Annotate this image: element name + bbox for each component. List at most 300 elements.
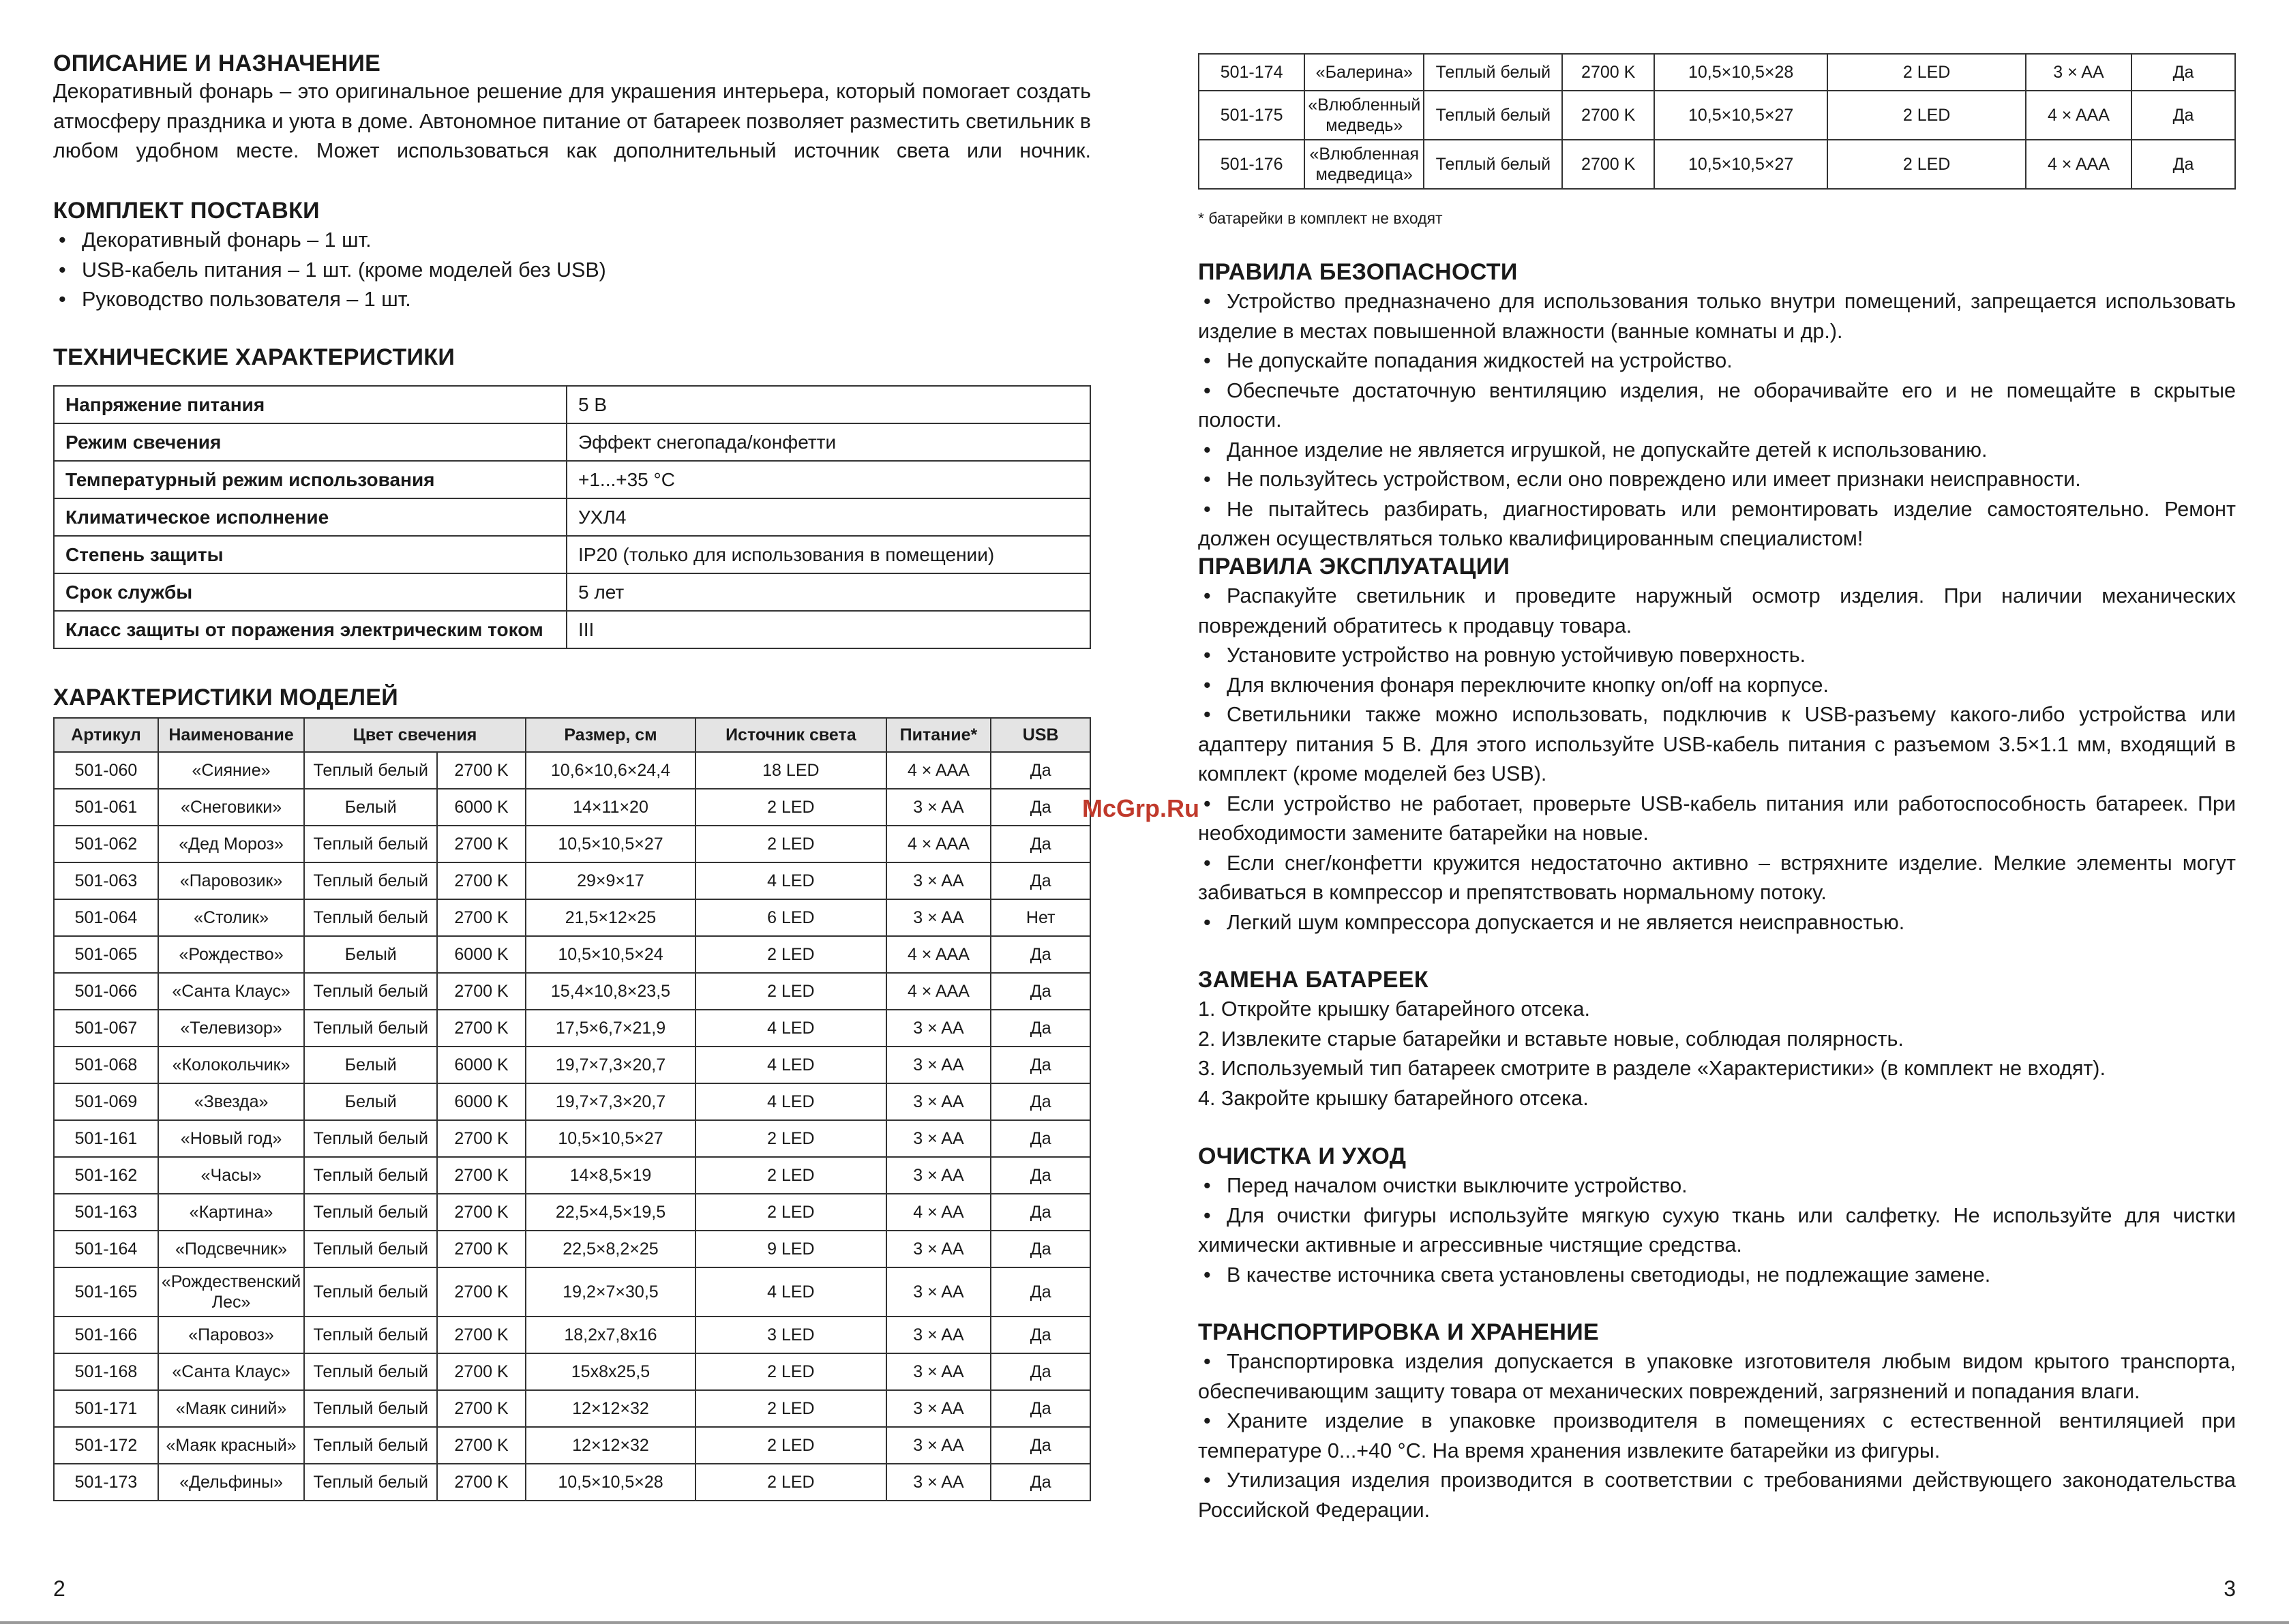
list-item: • Для включения фонаря переключите кнопку on/off на корпусе.: [1198, 671, 2236, 701]
bottom-rule: [0, 1621, 2289, 1624]
cell-usb: Да: [991, 1464, 1090, 1501]
bullet-icon: •: [1203, 644, 1211, 667]
watermark: McGrp.Ru: [1082, 794, 1200, 822]
spec-value: 5 лет: [567, 573, 1090, 611]
cell-power: 3 × AA: [886, 1317, 991, 1353]
cell-article: 501-176: [1199, 140, 1304, 189]
list-item: • Перед началом очистки выключите устройство.: [1198, 1171, 2236, 1201]
operation-list: [1198, 582, 2236, 937]
cell-source: 2 LED: [695, 826, 886, 862]
cell-name: «Подсвечник»: [158, 1231, 304, 1267]
kit-list: [53, 226, 1091, 315]
list-item: • Обеспечьте достаточную вентиляцию изделия, не оборачивайте его и не помещайте в скрытые полости.: [1198, 376, 2236, 436]
bullet-icon: •: [1203, 1203, 1211, 1227]
cell-article: 501-163: [54, 1194, 158, 1231]
table-row: [54, 1231, 1090, 1267]
cell-power: 3 × AA: [886, 1267, 991, 1317]
table-row: [54, 1267, 1090, 1317]
cell-temperature: 6000 K: [437, 1047, 525, 1083]
cell-usb: Да: [2131, 91, 2235, 140]
cell-name: «Паровоз»: [158, 1317, 304, 1353]
table-row: [54, 1464, 1090, 1501]
specs-row: [54, 386, 1090, 423]
cell-color: Теплый белый: [304, 1317, 437, 1353]
cell-usb: Да: [991, 1083, 1090, 1120]
cell-article: 501-066: [54, 973, 158, 1010]
cell-name: «Санта Клаус»: [158, 973, 304, 1010]
battery-footnote: * батарейки в комплект не входят: [1198, 209, 1443, 227]
transport-list: [1198, 1347, 2236, 1525]
table-row: [54, 826, 1090, 862]
cell-usb: Нет: [991, 899, 1090, 936]
cell-article: 501-064: [54, 899, 158, 936]
table-row: [54, 1010, 1090, 1047]
battery-title: ЗАМЕНА БАТАРЕЕК: [1198, 967, 1428, 993]
kit-item: • Декоративный фонарь – 1 шт.: [59, 228, 372, 252]
cell-power: 4 × AAA: [886, 752, 991, 789]
cell-usb: Да: [991, 936, 1090, 973]
cell-size: 19,7×7,3×20,7: [526, 1083, 695, 1120]
bullet-icon: •: [1203, 584, 1211, 607]
cell-power: 4 × AAA: [886, 973, 991, 1010]
cell-temperature: 2700 K: [437, 1427, 525, 1464]
cell-temperature: 6000 K: [437, 936, 525, 973]
kit-item: • Руководство пользователя – 1 шт.: [59, 288, 411, 311]
cell-size: 12×12×32: [526, 1390, 695, 1427]
specs-row: [54, 461, 1090, 498]
spec-key: Температурный режим использования: [54, 461, 567, 498]
spec-value: Эффект снегопада/конфетти: [567, 423, 1090, 461]
cell-temperature: 2700 K: [437, 1194, 525, 1231]
cell-size: 14×8,5×19: [526, 1157, 695, 1194]
cell-temperature: 2700 K: [437, 1353, 525, 1390]
spec-value: 5 В: [567, 386, 1090, 423]
table-row: [54, 936, 1090, 973]
cell-article: 501-062: [54, 826, 158, 862]
cell-power: 3 × AA: [886, 1427, 991, 1464]
cell-size: 15,4×10,8×23,5: [526, 973, 695, 1010]
cell-power: 3 × AA: [886, 1464, 991, 1501]
cell-power: 4 × AAA: [2026, 140, 2131, 189]
list-item: • Не пользуйтесь устройством, если оно повреждено или имеет признаки неисправности.: [1198, 465, 2236, 495]
cell-power: 3 × AA: [2026, 54, 2131, 91]
list-item: • Для очистки фигуры используйте мягкую сухую ткань или салфетку. Не используйте для чистки химически активные и агрессивные чистящие средства.: [1198, 1201, 2236, 1261]
cell-temperature: 2700 K: [437, 973, 525, 1010]
cell-color: Белый: [304, 1083, 437, 1120]
cell-size: 10,5×10,5×28: [1654, 54, 1827, 91]
spec-key: Режим свечения: [54, 423, 567, 461]
cell-name: «Новый год»: [158, 1120, 304, 1157]
cell-temperature: 2700 K: [1562, 140, 1654, 189]
table-row: [54, 973, 1090, 1010]
table-row: [54, 1083, 1090, 1120]
cell-size: 10,5×10,5×27: [1654, 91, 1827, 140]
cell-size: 21,5×12×25: [526, 899, 695, 936]
list-item: • Устройство предназначено для использования только внутри помещений, запрещается использовать изделие в местах повышенной влажности (ванные комнаты и др.).: [1198, 287, 2236, 346]
cell-size: 12×12×32: [526, 1427, 695, 1464]
bullet-icon: •: [1203, 673, 1211, 697]
bullet-icon: •: [1203, 1469, 1211, 1492]
cell-source: 6 LED: [695, 899, 886, 936]
cell-power: 3 × AA: [886, 1157, 991, 1194]
cell-temperature: 2700 K: [437, 1231, 525, 1267]
kit-title: КОМПЛЕКТ ПОСТАВКИ: [53, 198, 320, 224]
cell-size: 19,7×7,3×20,7: [526, 1047, 695, 1083]
cell-source: 2 LED: [695, 1464, 886, 1501]
cell-source: 2 LED: [695, 1390, 886, 1427]
header-power: Питание*: [886, 718, 991, 752]
table-row: [54, 1157, 1090, 1194]
cell-color: Теплый белый: [304, 1010, 437, 1047]
cell-article: 501-161: [54, 1120, 158, 1157]
list-item: • В качестве источника света установлены светодиоды, не подлежащие замене.: [1198, 1261, 2236, 1291]
list-item: • Распакуйте светильник и проведите наружный осмотр изделия. При наличии механических повреждений обратитесь к продавцу товара.: [1198, 582, 2236, 641]
cell-usb: Да: [991, 973, 1090, 1010]
bullet-icon: •: [1203, 1174, 1211, 1197]
cell-source: 9 LED: [695, 1231, 886, 1267]
cell-article: 501-172: [54, 1427, 158, 1464]
cell-temperature: 2700 K: [437, 862, 525, 899]
cell-temperature: 2700 K: [437, 1157, 525, 1194]
cell-power: 3 × AA: [886, 1010, 991, 1047]
cell-usb: Да: [991, 789, 1090, 826]
cell-color: Теплый белый: [304, 1390, 437, 1427]
cell-power: 4 × AAA: [886, 936, 991, 973]
bullet-icon: •: [1203, 349, 1211, 372]
safety-title: ПРАВИЛА БЕЗОПАСНОСТИ: [1198, 259, 1518, 285]
models-header-row: [54, 718, 1090, 752]
cell-name: «Снеговики»: [158, 789, 304, 826]
header-article: Артикул: [54, 718, 158, 752]
cell-article: 501-067: [54, 1010, 158, 1047]
bullet-icon: •: [1203, 290, 1211, 313]
cell-color: Теплый белый: [304, 1231, 437, 1267]
header-color: Цвет свечения: [304, 718, 526, 752]
cell-color: Теплый белый: [304, 1427, 437, 1464]
cell-power: 3 × AA: [886, 1120, 991, 1157]
cell-name: «Картина»: [158, 1194, 304, 1231]
cell-color: Теплый белый: [304, 1194, 437, 1231]
cell-name: «Маяк синий»: [158, 1390, 304, 1427]
cell-name: «Маяк красный»: [158, 1427, 304, 1464]
list-item: 3. Используемый тип батареек смотрите в разделе «Характеристики» (в комплект не входят).: [1198, 1057, 2106, 1080]
cell-size: 10,5×10,5×28: [526, 1464, 695, 1501]
bullet-icon: •: [1203, 792, 1211, 815]
bullet-icon: •: [1203, 1409, 1211, 1432]
spec-key: Степень защиты: [54, 536, 567, 573]
cell-usb: Да: [2131, 54, 2235, 91]
cell-usb: Да: [991, 1427, 1090, 1464]
cell-name: «Телевизор»: [158, 1010, 304, 1047]
header-name: Наименование: [158, 718, 304, 752]
table-row: [54, 1120, 1090, 1157]
table-row: [54, 1353, 1090, 1390]
models-title: ХАРАКТЕРИСТИКИ МОДЕЛЕЙ: [53, 685, 398, 710]
list-item: 4. Закройте крышку батарейного отсека.: [1198, 1086, 1589, 1110]
bullet-icon: •: [1203, 438, 1211, 462]
cell-source: 2 LED: [695, 1157, 886, 1194]
cell-usb: Да: [991, 826, 1090, 862]
cell-name: «Столик»: [158, 899, 304, 936]
table-row: [54, 1427, 1090, 1464]
cell-color: Теплый белый: [304, 752, 437, 789]
cell-name: «Влюбленная медведица»: [1304, 140, 1424, 189]
bullet-icon: •: [1203, 497, 1211, 521]
spec-key: Климатическое исполнение: [54, 498, 567, 536]
cell-power: 3 × AA: [886, 1047, 991, 1083]
cell-size: 22,5×4,5×19,5: [526, 1194, 695, 1231]
list-item: 2. Извлеките старые батарейки и вставьте новые, соблюдая полярность.: [1198, 1027, 1904, 1051]
cell-source: 4 LED: [695, 862, 886, 899]
table-row: [1199, 54, 2235, 91]
cell-color: Теплый белый: [304, 899, 437, 936]
cell-temperature: 6000 K: [437, 1083, 525, 1120]
cell-power: 3 × AA: [886, 899, 991, 936]
table-row: [54, 862, 1090, 899]
cell-color: Теплый белый: [304, 1353, 437, 1390]
bullet-icon: •: [1203, 468, 1211, 491]
cell-color: Теплый белый: [304, 1464, 437, 1501]
table-row: [1199, 140, 2235, 189]
cell-source: 2 LED: [695, 1120, 886, 1157]
page-number: 3: [2224, 1576, 2236, 1601]
cell-temperature: 2700 K: [437, 1267, 525, 1317]
cell-color: Теплый белый: [304, 826, 437, 862]
cell-power: 3 × AA: [886, 1231, 991, 1267]
specs-row: [54, 423, 1090, 461]
cell-size: 17,5×6,7×21,9: [526, 1010, 695, 1047]
cell-temperature: 2700 K: [437, 1317, 525, 1353]
cell-article: 501-060: [54, 752, 158, 789]
cell-size: 10,5×10,5×27: [526, 826, 695, 862]
list-item: • Утилизация изделия производится в соответствии с требованиями действующего законодательства Российской Федерации.: [1198, 1466, 2236, 1525]
header-size: Размер, см: [526, 718, 695, 752]
cell-name: «Звезда»: [158, 1083, 304, 1120]
specs-row: [54, 611, 1090, 648]
list-item: • Легкий шум компрессора допускается и не является неисправностью.: [1198, 908, 2236, 938]
cell-power: 3 × AA: [886, 862, 991, 899]
cell-usb: Да: [991, 1047, 1090, 1083]
cell-usb: Да: [991, 1194, 1090, 1231]
list-item: • Транспортировка изделия допускается в упаковке изготовителя любым видом крытого транспорта, обеспечивающим защиту товара от механических повреждений, загрязнений и попадания влаги.: [1198, 1347, 2236, 1407]
cell-usb: Да: [991, 1157, 1090, 1194]
bullet-icon: •: [1203, 1350, 1211, 1373]
cell-color: Теплый белый: [304, 1267, 437, 1317]
cell-article: 501-165: [54, 1267, 158, 1317]
cell-temperature: 2700 K: [1562, 54, 1654, 91]
list-item: • Установите устройство на ровную устойчивую поверхность.: [1198, 641, 2236, 671]
bullet-icon: •: [1203, 851, 1211, 875]
cell-name: «Сияние»: [158, 752, 304, 789]
specs-row: [54, 573, 1090, 611]
cell-name: «Балерина»: [1304, 54, 1424, 91]
cell-source: 2 LED: [695, 1194, 886, 1231]
list-item: • Не пытайтесь разбирать, диагностировать или ремонтировать изделие самостоятельно. Ремонт должен осуществляться только квалифицированным специалистом!: [1198, 495, 2236, 554]
cell-temperature: 2700 K: [437, 826, 525, 862]
table-row: [54, 1390, 1090, 1427]
cell-article: 501-061: [54, 789, 158, 826]
cell-power: 3 × AA: [886, 1353, 991, 1390]
list-item: • Если снег/конфетти кружится недостаточно активно – встряхните изделие. Мелкие элементы могут забиваться в компрессор и препятствовать нормальному потоку.: [1198, 849, 2236, 908]
specs-row: [54, 498, 1090, 536]
cell-source: 2 LED: [695, 1353, 886, 1390]
cell-power: 4 × AAA: [886, 826, 991, 862]
cell-usb: Да: [991, 752, 1090, 789]
cell-article: 501-168: [54, 1353, 158, 1390]
cell-name: «Рождество»: [158, 936, 304, 973]
cell-source: 2 LED: [695, 936, 886, 973]
table-row: [54, 789, 1090, 826]
cell-source: 2 LED: [695, 1427, 886, 1464]
cell-usb: Да: [991, 862, 1090, 899]
cell-article: 501-065: [54, 936, 158, 973]
cell-name: «Дед Мороз»: [158, 826, 304, 862]
header-source: Источник света: [695, 718, 886, 752]
spec-value: УХЛ4: [567, 498, 1090, 536]
cell-color: Теплый белый: [304, 1157, 437, 1194]
cell-temperature: 6000 K: [437, 789, 525, 826]
cell-source: 2 LED: [695, 973, 886, 1010]
cell-size: 10,5×10,5×24: [526, 936, 695, 973]
list-item: • Храните изделие в упаковке производителя в помещениях с естественной вентиляцией при температуре 0...+40 °С. На время хранения извлеките батарейки из фигуры.: [1198, 1407, 2236, 1466]
cell-article: 501-068: [54, 1047, 158, 1083]
cell-usb: Да: [991, 1390, 1090, 1427]
cell-source: 4 LED: [695, 1010, 886, 1047]
cell-temperature: 2700 K: [437, 752, 525, 789]
cell-article: 501-164: [54, 1231, 158, 1267]
spec-value: +1...+35 °С: [567, 461, 1090, 498]
cell-power: 3 × AA: [886, 789, 991, 826]
operation-title: ПРАВИЛА ЭКСПЛУАТАЦИИ: [1198, 554, 1510, 580]
cell-color: Теплый белый: [1424, 140, 1562, 189]
cell-power: 4 × AAA: [2026, 91, 2131, 140]
spec-key: Напряжение питания: [54, 386, 567, 423]
cell-size: 19,2×7×30,5: [526, 1267, 695, 1317]
cell-usb: Да: [991, 1120, 1090, 1157]
cell-color: Белый: [304, 936, 437, 973]
bullet-icon: •: [1203, 378, 1211, 402]
spec-value: IP20 (только для использования в помещении): [567, 536, 1090, 573]
page-number: 2: [53, 1576, 65, 1601]
cell-size: 10,5×10,5×27: [1654, 140, 1827, 189]
bullet-icon: •: [1203, 703, 1211, 726]
cell-color: Теплый белый: [304, 1120, 437, 1157]
description-title: ОПИСАНИЕ И НАЗНАЧЕНИЕ: [53, 50, 381, 76]
battery-list: [1198, 995, 2236, 1113]
specs-table: [53, 385, 1091, 649]
cell-color: Белый: [304, 789, 437, 826]
spec-value: III: [567, 611, 1090, 648]
cell-power: 3 × AA: [886, 1390, 991, 1427]
header-usb: USB: [991, 718, 1090, 752]
cell-source: 18 LED: [695, 752, 886, 789]
cell-name: «Часы»: [158, 1157, 304, 1194]
cell-source: 3 LED: [695, 1317, 886, 1353]
cell-name: «Дельфины»: [158, 1464, 304, 1501]
cell-article: 501-175: [1199, 91, 1304, 140]
cell-size: 15х8х25,5: [526, 1353, 695, 1390]
specs-title: ТЕХНИЧЕСКИЕ ХАРАКТЕРИСТИКИ: [53, 344, 455, 370]
cell-temperature: 2700 K: [1562, 91, 1654, 140]
cell-usb: Да: [991, 1317, 1090, 1353]
cell-usb: Да: [991, 1353, 1090, 1390]
cell-temperature: 2700 K: [437, 1390, 525, 1427]
models-table: [53, 717, 1091, 1501]
list-item: • Данное изделие не является игрушкой, не допускайте детей к использованию.: [1198, 436, 2236, 466]
specs-row: [54, 536, 1090, 573]
cell-power: 4 × AA: [886, 1194, 991, 1231]
cell-size: 10,5×10,5×27: [526, 1120, 695, 1157]
cell-color: Теплый белый: [304, 862, 437, 899]
cell-source: 2 LED: [1827, 91, 2026, 140]
cell-article: 501-069: [54, 1083, 158, 1120]
table-row: [54, 1194, 1090, 1231]
cell-name: «Паровозик»: [158, 862, 304, 899]
cell-article: 501-171: [54, 1390, 158, 1427]
cell-usb: Да: [991, 1010, 1090, 1047]
models-table-continued: [1198, 53, 2236, 190]
cell-article: 501-063: [54, 862, 158, 899]
cell-article: 501-162: [54, 1157, 158, 1194]
table-row: [54, 1047, 1090, 1083]
description-text: Декоративный фонарь – это оригинальное решение для украшения интерьера, который помогает создать атмосферу праздника и уюта в доме. Автономное питание от батареек позволяет разместить светильник в любом удобном месте. Может использоваться как дополнительный источник света или ночник.: [53, 80, 1091, 162]
cell-size: 22,5×8,2×25: [526, 1231, 695, 1267]
cleaning-title: ОЧИСТКА И УХОД: [1198, 1143, 1407, 1169]
bullet-icon: •: [1203, 1263, 1211, 1287]
spec-key: Класс защиты от поражения электрическим током: [54, 611, 567, 648]
cell-article: 501-166: [54, 1317, 158, 1353]
table-row: [54, 1317, 1090, 1353]
transport-title: ТРАНСПОРТИРОВКА И ХРАНЕНИЕ: [1198, 1319, 1599, 1345]
cell-size: 29×9×17: [526, 862, 695, 899]
cell-temperature: 2700 K: [437, 1464, 525, 1501]
cell-color: Теплый белый: [1424, 54, 1562, 91]
cell-source: 4 LED: [695, 1267, 886, 1317]
cell-article: 501-173: [54, 1464, 158, 1501]
kit-item: • USB-кабель питания – 1 шт. (кроме моделей без USB): [59, 258, 606, 282]
cell-name: «Влюбленный медведь»: [1304, 91, 1424, 140]
safety-list: [1198, 287, 2236, 554]
list-item: • Не допускайте попадания жидкостей на устройство.: [1198, 346, 2236, 376]
list-item: 1. Откройте крышку батарейного отсека.: [1198, 997, 1590, 1021]
cell-temperature: 2700 K: [437, 899, 525, 936]
cell-name: «Колокольчик»: [158, 1047, 304, 1083]
cell-source: 4 LED: [695, 1083, 886, 1120]
cell-color: Теплый белый: [304, 973, 437, 1010]
cell-temperature: 2700 K: [437, 1120, 525, 1157]
bullet-icon: •: [1203, 910, 1211, 934]
cell-color: Белый: [304, 1047, 437, 1083]
cell-name: «Санта Клаус»: [158, 1353, 304, 1390]
cell-article: 501-174: [1199, 54, 1304, 91]
cell-size: 10,6×10,6×24,4: [526, 752, 695, 789]
list-item: • Светильники также можно использовать, подключив к USB-разъему какого-либо устройства или адаптеру питания 5 В. Для этого используйте USB-кабель питания с разъемом 3.5×1.1 мм, входящий в комплект (кроме моделей без USB).: [1198, 700, 2236, 790]
table-row: [1199, 91, 2235, 140]
cell-size: 18,2х7,8х16: [526, 1317, 695, 1353]
list-item: • Если устройство не работает, проверьте USB-кабель питания или работоспособность батареек. При необходимости замените батарейки на новые.: [1198, 790, 2236, 849]
cell-power: 3 × AA: [886, 1083, 991, 1120]
table-row: [54, 899, 1090, 936]
cell-source: 2 LED: [695, 789, 886, 826]
spec-key: Срок службы: [54, 573, 567, 611]
table-row: [54, 752, 1090, 789]
cell-name: «Рождественский Лес»: [158, 1267, 304, 1317]
cleaning-list: [1198, 1171, 2236, 1290]
cell-color: Теплый белый: [1424, 91, 1562, 140]
cell-temperature: 2700 K: [437, 1010, 525, 1047]
cell-source: 2 LED: [1827, 140, 2026, 189]
cell-source: 4 LED: [695, 1047, 886, 1083]
